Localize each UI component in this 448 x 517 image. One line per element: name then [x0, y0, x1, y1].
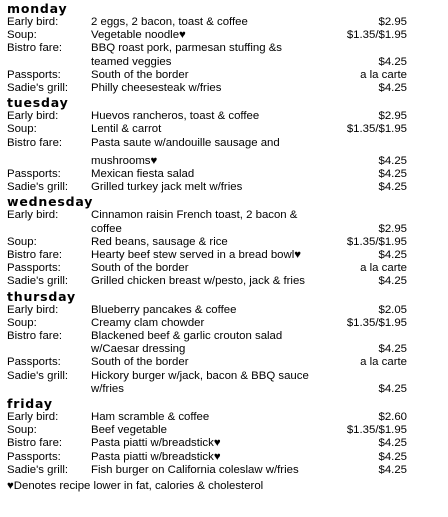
menu-category: Sadie's grill:: [7, 275, 69, 288]
day-section-thursday: [7, 290, 407, 396]
price-text: $1.35/$1.95: [346, 29, 407, 42]
menu-price: [329, 209, 407, 235]
menu-price: [329, 82, 407, 95]
menu-row: [7, 16, 407, 29]
menu-category: Sadie's grill:: [7, 181, 69, 194]
price-text: $4.25: [378, 450, 407, 463]
menu-price: [329, 262, 407, 275]
description-line: Ham scramble & coffee: [91, 411, 210, 424]
price-text: $4.25: [378, 168, 407, 181]
menu-category: Bistro fare:: [7, 330, 63, 343]
menu-row: [7, 249, 407, 262]
menu-category: Early bird:: [7, 411, 59, 424]
menu-item-description: [91, 304, 329, 317]
price-text: $1.35/$1.95: [346, 424, 407, 437]
description-line: South of the border: [91, 356, 189, 369]
day-heading: thursday: [7, 288, 76, 304]
description-line: Philly cheesesteak w/fries: [91, 82, 222, 95]
menu-item-description: [91, 249, 329, 262]
menu-row: [7, 123, 407, 136]
price-text: $4.25: [378, 275, 407, 288]
menu-item-description: [91, 209, 329, 235]
menu-item-description: [91, 236, 329, 249]
description-line: Red beans, sausage & rice: [91, 235, 228, 248]
menu-price: [329, 236, 407, 249]
price-text: a la carte: [360, 262, 407, 275]
menu-item-description: [91, 451, 329, 464]
menu-price: [329, 123, 407, 136]
menu-category: Passports:: [7, 450, 61, 463]
menu-category: Sadie's grill:: [7, 369, 69, 382]
description-line: Pasta piatti w/breadstick♥: [91, 450, 221, 463]
description-line: Huevos rancheros, toast & coffee: [91, 110, 260, 123]
menu-category: Early bird:: [7, 16, 59, 28]
menu-price: [329, 42, 407, 68]
menu-item-description: [91, 411, 329, 424]
menu-price: [329, 168, 407, 181]
menu-price: [329, 275, 407, 288]
menu-item-description: [91, 317, 329, 330]
menu-row: [7, 29, 407, 42]
description-line: Cinnamon raisin French toast, 2 bacon &: [91, 209, 298, 222]
menu-row: [7, 275, 407, 288]
price-text: $1.35/$1.95: [346, 235, 407, 248]
price-text: $4.25: [378, 249, 407, 262]
menu-row: [7, 42, 407, 68]
menu-price: [329, 16, 407, 29]
menu-row: [7, 69, 407, 82]
menu-item-description: [91, 464, 329, 477]
menu-item-description: [91, 82, 329, 95]
price-text: $4.25: [378, 82, 407, 95]
price-text: $2.95: [378, 110, 407, 123]
menu-row: [7, 236, 407, 249]
day-heading: friday: [7, 396, 53, 412]
menu-price: [329, 356, 407, 369]
description-line: Blackened beef & garlic crouton salad: [91, 330, 283, 343]
day-section-tuesday: [7, 96, 407, 194]
menu-item-description: [91, 181, 329, 194]
description-line: mushrooms♥: [91, 154, 158, 167]
menu-item-description: [91, 275, 329, 288]
menu-row: [7, 330, 407, 356]
price-text: $4.25: [378, 343, 407, 356]
menu-category: Soup:: [7, 316, 37, 329]
price-text: $2.95: [378, 16, 407, 28]
menu-category: Passports:: [7, 168, 61, 181]
description-line: Hickory burger w/jack, bacon & BBQ sauce: [91, 369, 309, 382]
menu-row: [7, 209, 407, 235]
description-line: Pasta saute w/andouille sausage and: [91, 136, 280, 149]
menu-category: Passports:: [7, 356, 61, 369]
day-section-wednesday: [7, 195, 407, 288]
menu-row: [7, 82, 407, 95]
weekly-menu: [7, 2, 407, 493]
description-line: Hearty beef stew served in a bread bowl♥: [91, 249, 302, 262]
menu-category: Soup:: [7, 235, 37, 248]
price-text: $2.05: [378, 303, 407, 316]
price-text: $4.25: [378, 463, 407, 476]
price-text: a la carte: [360, 68, 407, 81]
menu-item-description: [91, 69, 329, 82]
menu-price: [329, 137, 407, 168]
description-line: Mexican fiesta salad: [91, 168, 195, 181]
price-text: $4.25: [378, 55, 407, 68]
menu-category: Bistro fare:: [7, 249, 63, 262]
description-line: coffee: [91, 222, 122, 235]
description-line: Creamy clam chowder: [91, 316, 205, 329]
description-line: 2 eggs, 2 bacon, toast & coffee: [91, 16, 248, 28]
price-text: a la carte: [360, 356, 407, 369]
menu-price: [329, 464, 407, 477]
menu-row: [7, 110, 407, 123]
menu-category: Passports:: [7, 262, 61, 275]
menu-price: [329, 370, 407, 396]
menu-row: [7, 370, 407, 396]
menu-item-description: [91, 29, 329, 42]
price-text: $4.25: [378, 154, 407, 167]
description-line: w/Caesar dressing: [91, 343, 186, 356]
footnote: ♥Denotes recipe lower in fat, calories & cholesterol: [7, 480, 264, 493]
menu-price: [329, 110, 407, 123]
menu-price: [329, 29, 407, 42]
menu-row: [7, 317, 407, 330]
price-text: $1.35/$1.95: [346, 316, 407, 329]
menu-price: [329, 451, 407, 464]
description-line: teamed veggies: [91, 55, 172, 68]
menu-item-description: [91, 42, 329, 68]
day-heading: tuesday: [7, 95, 69, 111]
day-heading: wednesday: [7, 194, 94, 210]
description-line: Beef vegetable: [91, 424, 167, 437]
menu-row: [7, 411, 407, 424]
menu-price: [329, 249, 407, 262]
menu-price: [329, 330, 407, 356]
menu-category: Soup:: [7, 123, 37, 136]
menu-category: Bistro fare:: [7, 437, 63, 450]
price-text: $2.95: [378, 222, 407, 235]
description-line: Grilled chicken breast w/pesto, jack & fries: [91, 275, 305, 288]
description-line: Lentil & carrot: [91, 123, 162, 136]
menu-row: [7, 464, 407, 477]
menu-row: [7, 356, 407, 369]
menu-category: Early bird:: [7, 303, 59, 316]
menu-item-description: [91, 137, 329, 168]
menu-price: [329, 424, 407, 437]
menu-category: Sadie's grill:: [7, 463, 69, 476]
menu-row: [7, 181, 407, 194]
menu-item-description: [91, 110, 329, 123]
menu-item-description: [91, 356, 329, 369]
menu-category: Sadie's grill:: [7, 82, 69, 95]
menu-item-description: [91, 123, 329, 136]
price-text: $4.25: [378, 382, 407, 395]
menu-row: [7, 451, 407, 464]
menu-price: [329, 304, 407, 317]
menu-item-description: [91, 168, 329, 181]
description-line: BBQ roast pork, parmesan stuffing &s: [91, 42, 282, 55]
description-line: South of the border: [91, 262, 189, 275]
description-line: South of the border: [91, 68, 189, 81]
day-heading: monday: [7, 1, 68, 16]
menu-row: [7, 304, 407, 317]
description-line: Pasta piatti w/breadstick♥: [91, 437, 221, 450]
description-line: Fish burger on California coleslaw w/fries: [91, 463, 299, 476]
description-line: w/fries: [91, 382, 124, 395]
menu-category: Passports:: [7, 68, 61, 81]
menu-price: [329, 411, 407, 424]
description-line: Blueberry pancakes & coffee: [91, 303, 237, 316]
day-section-monday: [7, 2, 407, 95]
menu-category: Early bird:: [7, 209, 59, 222]
menu-row: [7, 168, 407, 181]
price-text: $1.35/$1.95: [346, 123, 407, 136]
price-text: $4.25: [378, 437, 407, 450]
menu-price: [329, 317, 407, 330]
price-text: $4.25: [378, 181, 407, 194]
menu-price: [329, 181, 407, 194]
menu-row: [7, 437, 407, 450]
menu-item-description: [91, 370, 329, 396]
menu-category: Bistro fare:: [7, 136, 63, 149]
menu-item-description: [91, 16, 329, 29]
menu-row: [7, 262, 407, 275]
menu-item-description: [91, 262, 329, 275]
menu-category: Soup:: [7, 29, 37, 42]
menu-category: Soup:: [7, 424, 37, 437]
day-section-friday: [7, 397, 407, 477]
menu-item-description: [91, 330, 329, 356]
price-text: $2.60: [378, 411, 407, 424]
description-line: Vegetable noodle♥: [91, 29, 186, 42]
menu-category: Early bird:: [7, 110, 59, 123]
menu-category: Bistro fare:: [7, 42, 63, 55]
description-line: Grilled turkey jack melt w/fries: [91, 181, 243, 194]
menu-row: [7, 424, 407, 437]
menu-price: [329, 437, 407, 450]
menu-item-description: [91, 437, 329, 450]
menu-item-description: [91, 424, 329, 437]
menu-row: [7, 137, 407, 168]
menu-price: [329, 69, 407, 82]
